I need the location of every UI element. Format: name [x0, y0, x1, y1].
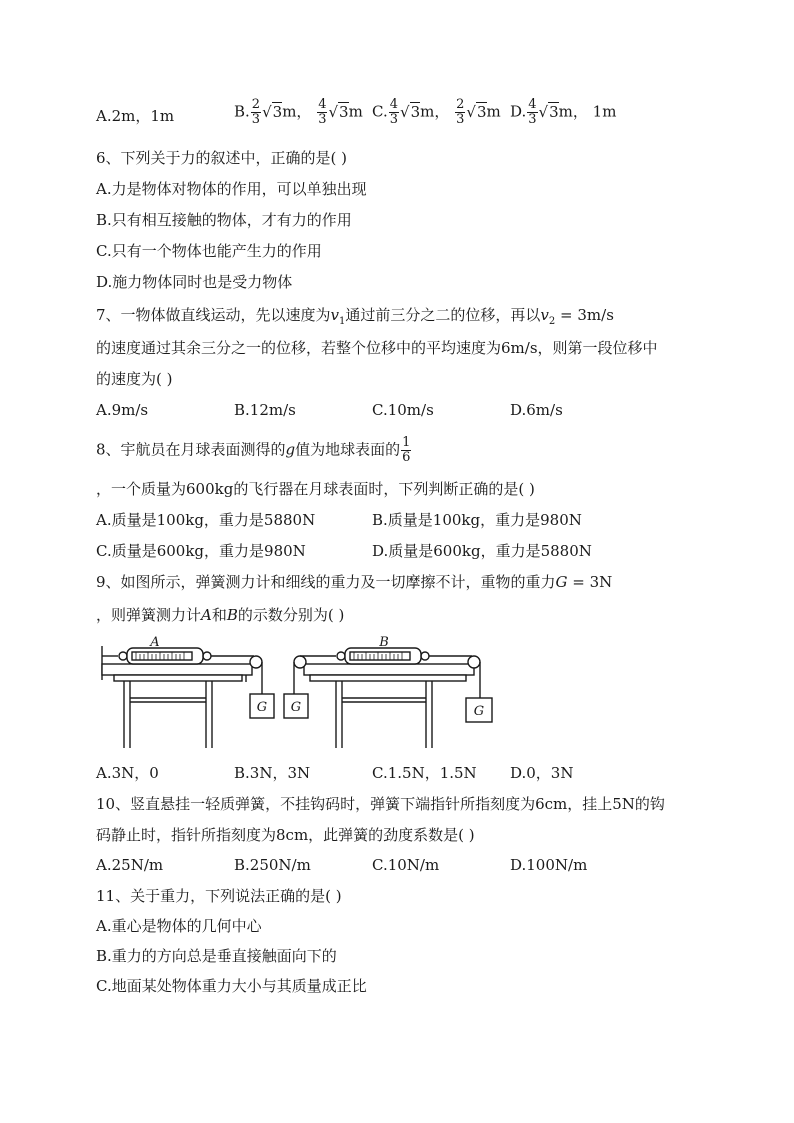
- q6-option-b: B.只有相互接触的物体，才有力的作用: [96, 211, 352, 229]
- q8-stem-line2: ，一个质量为600kg的飞行器在月球表面时，下列判断正确的是( ): [96, 480, 535, 498]
- spring-scale-figure: [96, 632, 506, 752]
- q5-option-a: A.2m，1m: [96, 107, 175, 125]
- q9-stem-line2: ，则弹簧测力计A和B的示数分别为( ): [96, 606, 345, 624]
- q7-option-c: C.10m/s: [372, 401, 434, 419]
- q9-option-b: B.3N，3N: [234, 764, 311, 782]
- q11-option-c: C.地面某处物体重力大小与其质量成正比: [96, 977, 367, 995]
- q6-stem: 6、下列关于力的叙述中，正确的是( ): [96, 149, 348, 167]
- q8-stem: 8、宇航员在月球表面测得的g值为地球表面的 $\frac{1}{6}$: [96, 435, 411, 465]
- q7-stem-line3: 的速度为( ): [96, 370, 173, 388]
- q10-option-a: A.25N/m: [96, 856, 164, 874]
- q10-option-c: C.10N/m: [372, 856, 440, 874]
- q10-stem-line2: 码静止时，指针所指刻度为8cm，此弹簧的劲度系数是( ): [96, 826, 475, 844]
- q11-option-b: B.重力的方向总是垂直接触面向下的: [96, 947, 337, 965]
- weight-label-3: G: [473, 704, 485, 719]
- q7-stem: 7、一物体做直线运动，先以速度为$v_1$通过前三分之二的位移，再以$v_2 = 3m/s$: [96, 306, 614, 327]
- q5-option-b: B. $\frac{2}{3}$ √3m， $\frac{4}{3}$ √3m: [234, 97, 363, 127]
- q6-option-c: C.只有一个物体也能产生力的作用: [96, 242, 322, 260]
- q6-option-a: A.力是物体对物体的作用，可以单独出现: [96, 180, 367, 198]
- weight-label-2: G: [290, 700, 302, 715]
- q8-option-a: A.质量是100kg，重力是5880N: [96, 511, 316, 529]
- q8-option-d: D.质量是600kg，重力是5880N: [372, 542, 592, 560]
- weight-label-1: G: [256, 700, 268, 715]
- q7-option-b: B.12m/s: [234, 401, 296, 419]
- q10-option-b: B.250N/m: [234, 856, 311, 874]
- q11-option-a: A.重心是物体的几何中心: [96, 917, 262, 935]
- q6-option-d: D.施力物体同时也是受力物体: [96, 273, 293, 291]
- q11-stem: 11、关于重力，下列说法正确的是( ): [96, 887, 342, 905]
- table-top-left: [102, 664, 252, 675]
- q5-option-c: C. $\frac{4}{3}$ √3m， $\frac{2}{3}$ √3m: [372, 97, 501, 127]
- q9-option-d: D.0，3N: [510, 764, 574, 782]
- q7-option-d: D.6m/s: [510, 401, 563, 419]
- q5-option-d: D. $\frac{4}{3}$ √3m， 1m: [510, 97, 617, 127]
- q10-stem: 10、竖直悬挂一轻质弹簧，不挂钩码时，弹簧下端指针所指刻度为6cm，挂上5N的钩: [96, 795, 665, 813]
- q7-stem-line2: 的速度通过其余三分之一的位移，若整个位移中的平均速度为6m/s，则第一段位移中: [96, 339, 658, 357]
- q7-option-a: A.9m/s: [96, 401, 149, 419]
- q9-option-c: C.1.5N，1.5N: [372, 764, 477, 782]
- q9-option-a: A.3N，0: [96, 764, 159, 782]
- q9-stem: 9、如图所示，弹簧测力计和细线的重力及一切摩擦不计，重物的重力G = 3N: [96, 573, 613, 591]
- q10-option-d: D.100N/m: [510, 856, 588, 874]
- label-a: A: [150, 635, 160, 650]
- q8-option-b: B.质量是100kg，重力是980N: [372, 511, 582, 529]
- q8-option-c: C.质量是600kg，重力是980N: [96, 542, 306, 560]
- label-b: B: [379, 635, 389, 650]
- table-top-right: [304, 664, 474, 675]
